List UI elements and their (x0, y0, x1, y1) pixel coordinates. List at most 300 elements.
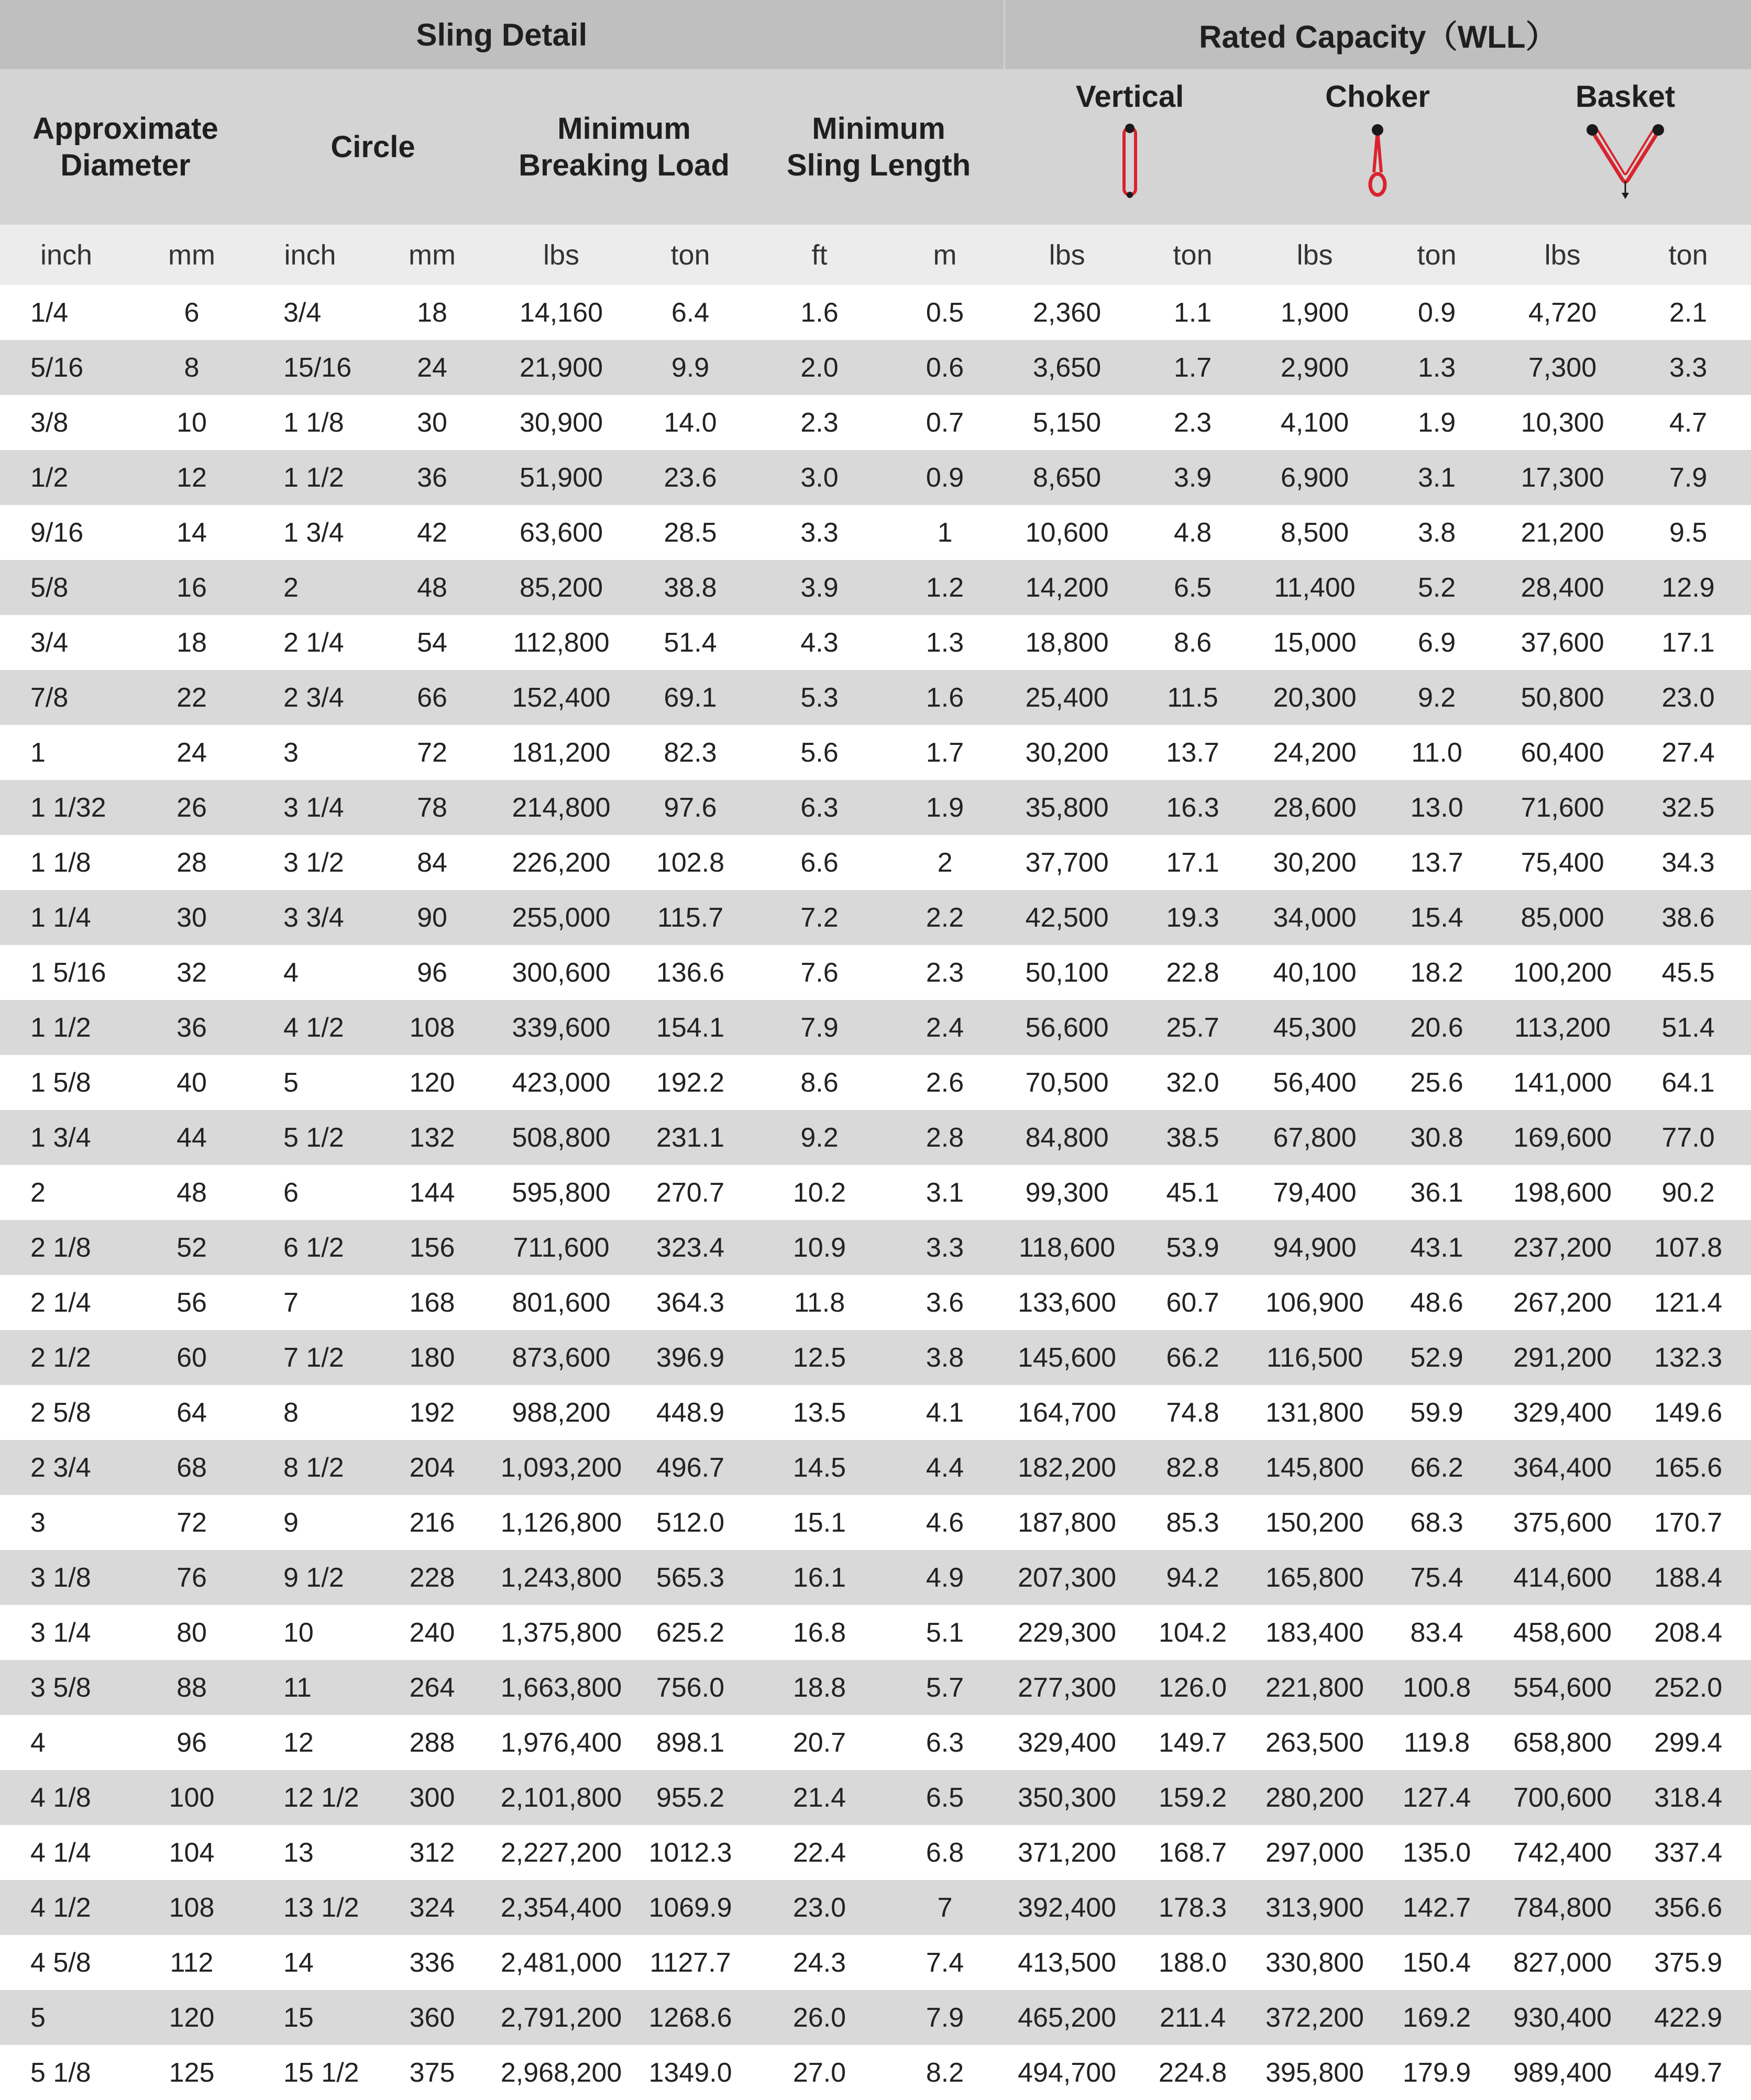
cell-diameter-inch: 1 5/8 (30, 1067, 91, 1098)
cell-msl-ft: 23.0 (753, 1880, 886, 1935)
cell-msl-ft: 10.9 (753, 1220, 886, 1275)
cell-choker-lbs: 313,900 (1256, 1880, 1374, 1935)
cell-vertical-ton: 149.7 (1159, 1727, 1227, 1758)
cell-circle-inch: 5 (283, 1067, 299, 1098)
cell-vertical-lbs: 164,700 (1018, 1397, 1117, 1428)
cell-msl-m: 5.7 (886, 1660, 1004, 1715)
cell-mbl-ton: 102.8 (656, 847, 725, 878)
cell-basket-ton: 23.0 (1625, 670, 1751, 725)
cell-msl-m: 0.9 (886, 450, 1004, 505)
cell-circle-inch: 1 1/8 (283, 407, 344, 438)
cell-msl-m: 7 (886, 1880, 1004, 1935)
cell-mbl-lbs: 711,600 (495, 1220, 627, 1275)
cell-diameter-mm: 125 (169, 2057, 215, 2088)
cell-circle-mm: 168 (409, 1287, 455, 1318)
cell-mbl-ton: 1349.0 (648, 2057, 732, 2088)
table-row (0, 1385, 1751, 1440)
cell-diameter-inch: 3 (30, 1507, 46, 1538)
cell-diameter-inch: 2 1/2 (0, 1330, 133, 1385)
diameter-header-label: Approximate Diameter (32, 111, 218, 182)
cell-choker-ton: 13.0 (1374, 780, 1500, 835)
cell-diameter-mm: 26 (133, 780, 251, 835)
cell-circle-inch: 12 (283, 1727, 314, 1758)
cell-choker-lbs: 45,300 (1256, 1000, 1374, 1055)
vertical-header (1004, 69, 1256, 225)
table-row (0, 2045, 1751, 2100)
cell-circle-mm: 84 (417, 847, 447, 878)
cell-diameter-mm: 52 (133, 1220, 251, 1275)
cell-vertical-lbs: 187,800 (1018, 1507, 1117, 1538)
cell-vertical-lbs: 84,800 (1004, 1110, 1130, 1165)
cell-basket-ton: 252.0 (1625, 1660, 1751, 1715)
cell-diameter-mm: 14 (177, 517, 207, 548)
cell-circle-mm: 156 (369, 1220, 495, 1275)
cell-choker-ton: 13.7 (1410, 847, 1463, 878)
cell-vertical-lbs: 465,200 (1004, 1990, 1130, 2045)
table-row (0, 1220, 1751, 1275)
cell-basket-ton: 7.9 (1625, 450, 1751, 505)
cell-vertical-lbs: 70,500 (1025, 1067, 1109, 1098)
cell-msl-ft: 10.2 (792, 1177, 846, 1208)
cell-msl-m: 2.8 (886, 1110, 1004, 1165)
cell-choker-lbs: 145,800 (1256, 1440, 1374, 1495)
cell-basket-ton: 3.3 (1625, 340, 1751, 395)
cell-circle-inch: 4 (283, 957, 299, 988)
cell-basket-ton: 45.5 (1661, 957, 1715, 988)
cell-basket-ton: 375.9 (1654, 1947, 1723, 1978)
cell-diameter-inch: 4 5/8 (30, 1947, 91, 1978)
cell-vertical-lbs: 18,800 (1025, 627, 1109, 658)
cell-choker-ton: 36.1 (1410, 1177, 1463, 1208)
cell-mbl-ton: 625.2 (656, 1617, 725, 1648)
cell-diameter-mm: 104 (169, 1837, 215, 1868)
cell-vertical-lbs: 392,400 (1004, 1880, 1130, 1935)
cell-choker-lbs: 94,900 (1256, 1220, 1374, 1275)
cell-mbl-ton: 270.7 (656, 1177, 725, 1208)
cell-mbl-ton: 231.1 (627, 1110, 753, 1165)
cell-choker-ton: 169.2 (1374, 1990, 1500, 2045)
cell-basket-ton: 356.6 (1625, 1880, 1751, 1935)
cell-choker-ton: 66.2 (1374, 1440, 1500, 1495)
cell-basket-ton: 2.1 (1669, 297, 1708, 328)
cell-mbl-lbs: 2,354,400 (495, 1880, 627, 1935)
cell-circle-mm: 180 (369, 1330, 495, 1385)
unit-vertical-ton: ton (1130, 225, 1256, 285)
cell-choker-lbs: 280,200 (1256, 1770, 1374, 1825)
cell-choker-ton: 127.4 (1374, 1770, 1500, 1825)
table-row (0, 340, 1751, 395)
cell-vertical-ton: 3.9 (1130, 450, 1256, 505)
cell-diameter-mm: 40 (177, 1067, 207, 1098)
cell-basket-ton: 27.4 (1661, 737, 1715, 768)
cell-vertical-lbs: 2,360 (1033, 297, 1102, 328)
cell-vertical-lbs: 37,700 (1025, 847, 1109, 878)
cell-mbl-lbs: 214,800 (495, 780, 627, 835)
cell-diameter-inch: 5 1/8 (30, 2057, 91, 2088)
cell-msl-m: 8.2 (926, 2057, 964, 2088)
cell-choker-lbs: 67,800 (1256, 1110, 1374, 1165)
cell-choker-lbs: 56,400 (1273, 1067, 1357, 1098)
cell-msl-ft: 12.5 (753, 1330, 886, 1385)
cell-choker-lbs: 183,400 (1265, 1617, 1364, 1648)
cell-msl-ft: 16.8 (792, 1617, 846, 1648)
cell-choker-lbs: 165,800 (1256, 1550, 1374, 1605)
cell-vertical-ton: 94.2 (1130, 1550, 1256, 1605)
cell-mbl-lbs: 1,375,800 (500, 1617, 622, 1648)
cell-basket-ton: 17.1 (1661, 627, 1715, 658)
cell-diameter-mm: 48 (177, 1177, 207, 1208)
cell-choker-ton: 3.8 (1417, 517, 1456, 548)
cell-mbl-ton: 1069.9 (627, 1880, 753, 1935)
cell-vertical-ton: 66.2 (1130, 1330, 1256, 1385)
table-row (0, 670, 1751, 725)
table-row (0, 1440, 1751, 1495)
cell-vertical-lbs: 10,600 (1025, 517, 1109, 548)
cell-msl-ft: 7.9 (753, 1000, 886, 1055)
cell-circle-inch: 7 1/2 (251, 1330, 369, 1385)
table-row (0, 890, 1751, 945)
cell-vertical-lbs: 5,150 (1033, 407, 1102, 438)
cell-vertical-ton: 168.7 (1159, 1837, 1227, 1868)
cell-diameter-mm: 64 (177, 1397, 207, 1428)
cell-msl-m: 2.2 (886, 890, 1004, 945)
cell-choker-lbs: 15,000 (1273, 627, 1357, 658)
cell-basket-lbs: 700,600 (1500, 1770, 1625, 1825)
cell-msl-ft: 3.3 (800, 517, 839, 548)
table-row (0, 725, 1751, 780)
cell-vertical-ton: 22.8 (1166, 957, 1219, 988)
cell-vertical-lbs: 42,500 (1004, 890, 1130, 945)
cell-choker-ton: 18.2 (1410, 957, 1463, 988)
unit-circle-mm: mm (369, 225, 495, 285)
cell-choker-lbs: 263,500 (1265, 1727, 1364, 1758)
cell-diameter-inch: 3/8 (30, 407, 69, 438)
cell-diameter-inch: 1/4 (30, 297, 69, 328)
cell-choker-ton: 5.2 (1374, 560, 1500, 615)
cell-circle-mm: 144 (409, 1177, 455, 1208)
cell-vertical-ton: 188.0 (1159, 1947, 1227, 1978)
table-row (0, 505, 1751, 560)
cell-circle-mm: 48 (369, 560, 495, 615)
cell-diameter-inch: 2 1/8 (0, 1220, 133, 1275)
cell-circle-mm: 108 (369, 1000, 495, 1055)
cell-msl-ft: 11.8 (794, 1287, 845, 1318)
cell-msl-m: 2.4 (886, 1000, 1004, 1055)
cell-vertical-lbs: 182,200 (1004, 1440, 1130, 1495)
cell-diameter-inch: 1 3/4 (0, 1110, 133, 1165)
cell-msl-m: 6.8 (926, 1837, 964, 1868)
cell-choker-ton: 9.2 (1374, 670, 1500, 725)
cell-mbl-lbs: 2,968,200 (500, 2057, 622, 2088)
vertical-sling-icon (1114, 123, 1146, 201)
cell-mbl-ton: 396.9 (627, 1330, 753, 1385)
cell-choker-ton: 6.9 (1417, 627, 1456, 658)
cell-diameter-inch: 1 1/2 (0, 1000, 133, 1055)
cell-circle-mm: 240 (409, 1617, 455, 1648)
cell-vertical-lbs: 35,800 (1004, 780, 1130, 835)
cell-diameter-mm: 24 (177, 737, 207, 768)
cell-basket-ton: 337.4 (1654, 1837, 1723, 1868)
cell-choker-ton: 25.6 (1410, 1067, 1463, 1098)
cell-vertical-ton: 4.8 (1173, 517, 1212, 548)
cell-msl-ft: 13.5 (792, 1397, 846, 1428)
cell-vertical-ton: 17.1 (1166, 847, 1219, 878)
cell-vertical-lbs: 56,600 (1004, 1000, 1130, 1055)
cell-mbl-lbs: 226,200 (512, 847, 611, 878)
cell-mbl-ton: 496.7 (627, 1440, 753, 1495)
cell-circle-inch: 3/4 (283, 297, 322, 328)
cell-choker-lbs: 28,600 (1256, 780, 1374, 835)
cell-msl-ft: 2.0 (753, 340, 886, 395)
cell-circle-mm: 42 (417, 517, 447, 548)
cell-circle-mm: 204 (369, 1440, 495, 1495)
cell-msl-ft: 26.0 (753, 1990, 886, 2045)
cell-msl-ft: 4.3 (800, 627, 839, 658)
cell-mbl-lbs: 2,481,000 (500, 1947, 622, 1978)
cell-mbl-lbs: 300,600 (512, 957, 611, 988)
cell-vertical-lbs: 350,300 (1004, 1770, 1130, 1825)
cell-basket-lbs: 827,000 (1513, 1947, 1612, 1978)
cell-circle-mm: 375 (409, 2057, 455, 2088)
cell-vertical-ton: 13.7 (1166, 737, 1219, 768)
cell-choker-ton: 43.1 (1374, 1220, 1500, 1275)
cell-msl-ft: 5.3 (753, 670, 886, 725)
cell-diameter-mm: 108 (133, 1880, 251, 1935)
cell-basket-ton: 188.4 (1625, 1550, 1751, 1605)
unit-msl-ft: ft (753, 225, 886, 285)
cell-vertical-ton: 74.8 (1166, 1397, 1219, 1428)
cell-basket-lbs: 375,600 (1513, 1507, 1612, 1538)
cell-choker-lbs: 11,400 (1256, 560, 1374, 615)
cell-diameter-mm: 100 (133, 1770, 251, 1825)
cell-mbl-ton: 565.3 (627, 1550, 753, 1605)
cell-circle-inch: 12 1/2 (251, 1770, 369, 1825)
cell-circle-inch: 15/16 (251, 340, 369, 395)
cell-diameter-mm: 56 (177, 1287, 207, 1318)
cell-basket-lbs: 141,000 (1513, 1067, 1612, 1098)
cell-basket-ton: 51.4 (1625, 1000, 1751, 1055)
cell-diameter-inch: 4 (30, 1727, 46, 1758)
cell-vertical-ton: 11.5 (1130, 670, 1256, 725)
cell-circle-mm: 264 (369, 1660, 495, 1715)
cell-choker-lbs: 221,800 (1256, 1660, 1374, 1715)
cell-vertical-ton: 45.1 (1166, 1177, 1219, 1208)
cell-diameter-inch: 1 1/4 (0, 890, 133, 945)
cell-mbl-ton: 6.4 (671, 297, 710, 328)
cell-diameter-mm: 96 (177, 1727, 207, 1758)
cell-circle-mm: 24 (369, 340, 495, 395)
cell-mbl-ton: 192.2 (656, 1067, 725, 1098)
cell-circle-mm: 78 (369, 780, 495, 835)
cell-mbl-ton: 51.4 (664, 627, 717, 658)
cell-basket-lbs: 742,400 (1513, 1837, 1612, 1868)
cell-vertical-lbs: 30,200 (1025, 737, 1109, 768)
cell-choker-ton: 135.0 (1403, 1837, 1471, 1868)
cell-msl-m: 4.4 (886, 1440, 1004, 1495)
cell-circle-inch: 7 (283, 1287, 299, 1318)
cell-circle-mm: 228 (369, 1550, 495, 1605)
table-row (0, 1715, 1751, 1770)
cell-choker-lbs: 40,100 (1273, 957, 1357, 988)
cell-vertical-ton: 178.3 (1130, 1880, 1256, 1935)
cell-mbl-lbs: 63,600 (519, 517, 603, 548)
cell-diameter-inch: 1 (30, 737, 46, 768)
cell-msl-m: 3.8 (886, 1330, 1004, 1385)
choker-sling-icon (1359, 123, 1396, 201)
cell-circle-inch: 4 1/2 (251, 1000, 369, 1055)
cell-basket-ton: 318.4 (1625, 1770, 1751, 1825)
cell-mbl-ton: 69.1 (627, 670, 753, 725)
cell-basket-lbs: 75,400 (1521, 847, 1604, 878)
cell-msl-ft: 27.0 (792, 2057, 846, 2088)
cell-msl-m: 6.5 (886, 1770, 1004, 1825)
cell-choker-ton: 3.1 (1374, 450, 1500, 505)
cell-diameter-inch: 9/16 (30, 517, 84, 548)
cell-circle-inch: 10 (283, 1617, 314, 1648)
cell-circle-inch: 13 1/2 (251, 1880, 369, 1935)
cell-basket-lbs: 50,800 (1500, 670, 1625, 725)
table-row (0, 1550, 1751, 1605)
cell-diameter-inch: 1/2 (0, 450, 133, 505)
cell-choker-lbs: 6,900 (1256, 450, 1374, 505)
cell-vertical-ton: 126.0 (1130, 1660, 1256, 1715)
cell-vertical-lbs: 50,100 (1025, 957, 1109, 988)
cell-basket-lbs: 113,200 (1500, 1000, 1625, 1055)
cell-msl-m: 4.1 (926, 1397, 964, 1428)
cell-basket-lbs: 414,600 (1500, 1550, 1625, 1605)
cell-diameter-mm: 44 (133, 1110, 251, 1165)
cell-basket-ton: 32.5 (1625, 780, 1751, 835)
table-row (0, 285, 1751, 340)
cell-mbl-lbs: 1,976,400 (500, 1727, 622, 1758)
cell-msl-ft: 21.4 (753, 1770, 886, 1825)
cell-vertical-lbs: 229,300 (1018, 1617, 1117, 1648)
cell-diameter-mm: 8 (133, 340, 251, 395)
cell-circle-mm: 360 (369, 1990, 495, 2045)
unit-choker-lbs: lbs (1256, 225, 1374, 285)
cell-circle-inch: 1 3/4 (283, 517, 344, 548)
cell-basket-ton: 422.9 (1625, 1990, 1751, 2045)
table-row (0, 1495, 1751, 1550)
cell-circle-mm: 288 (409, 1727, 455, 1758)
cell-circle-inch: 8 1/2 (251, 1440, 369, 1495)
cell-mbl-lbs: 2,791,200 (495, 1990, 627, 2045)
cell-circle-mm: 36 (369, 450, 495, 505)
cell-msl-m: 1.6 (886, 670, 1004, 725)
cell-msl-ft: 14.5 (753, 1440, 886, 1495)
cell-basket-ton: 132.3 (1625, 1330, 1751, 1385)
table-row (0, 1055, 1751, 1110)
cell-diameter-mm: 6 (184, 297, 200, 328)
cell-choker-lbs: 30,200 (1273, 847, 1357, 878)
cell-circle-mm: 324 (369, 1880, 495, 1935)
cell-mbl-lbs: 339,600 (495, 1000, 627, 1055)
cell-basket-lbs: 237,200 (1500, 1220, 1625, 1275)
cell-mbl-lbs: 51,900 (495, 450, 627, 505)
cell-circle-mm: 216 (409, 1507, 455, 1538)
cell-diameter-inch: 3 1/8 (0, 1550, 133, 1605)
vertical-header-label: Vertical (1075, 80, 1184, 114)
cell-msl-ft: 6.6 (800, 847, 839, 878)
cell-circle-inch: 9 1/2 (251, 1550, 369, 1605)
cell-circle-inch: 1 1/2 (251, 450, 369, 505)
cell-vertical-ton: 53.9 (1130, 1220, 1256, 1275)
cell-circle-inch: 3 1/4 (251, 780, 369, 835)
cell-basket-lbs: 37,600 (1521, 627, 1604, 658)
cell-mbl-ton: 23.6 (627, 450, 753, 505)
cell-basket-ton: 449.7 (1654, 2057, 1723, 2088)
cell-choker-ton: 11.0 (1411, 737, 1462, 768)
cell-mbl-ton: 512.0 (656, 1507, 725, 1538)
cell-msl-ft: 22.4 (792, 1837, 846, 1868)
cell-msl-ft: 7.2 (753, 890, 886, 945)
cell-mbl-lbs: 1,663,800 (495, 1660, 627, 1715)
table-row (0, 1990, 1751, 2045)
cell-choker-lbs: 297,000 (1265, 1837, 1364, 1868)
unit-basket-ton: ton (1625, 225, 1751, 285)
cell-vertical-lbs: 25,400 (1004, 670, 1130, 725)
cell-choker-lbs: 4,100 (1281, 407, 1349, 438)
cell-basket-lbs: 458,600 (1513, 1617, 1612, 1648)
cell-basket-ton: 208.4 (1654, 1617, 1723, 1648)
unit-basket-lbs: lbs (1500, 225, 1625, 285)
cell-choker-lbs: 106,900 (1265, 1287, 1364, 1318)
cell-choker-ton: 1.9 (1417, 407, 1456, 438)
cell-vertical-lbs: 8,650 (1004, 450, 1130, 505)
cell-mbl-lbs: 112,800 (513, 627, 610, 658)
unit-msl-m: m (886, 225, 1004, 285)
table-row (0, 615, 1751, 670)
cell-diameter-inch: 1 1/8 (30, 847, 91, 878)
table-row (0, 1330, 1751, 1385)
cell-diameter-inch: 2 1/4 (30, 1287, 91, 1318)
cell-mbl-lbs: 85,200 (495, 560, 627, 615)
cell-vertical-lbs: 207,300 (1004, 1550, 1130, 1605)
table-row (0, 450, 1751, 505)
cell-mbl-ton: 898.1 (656, 1727, 725, 1758)
unit-vertical-lbs: lbs (1004, 225, 1130, 285)
cell-mbl-ton: 756.0 (627, 1660, 753, 1715)
cell-mbl-lbs: 508,800 (495, 1110, 627, 1165)
cell-vertical-ton: 16.3 (1130, 780, 1256, 835)
cell-msl-ft: 16.1 (753, 1550, 886, 1605)
cell-basket-ton: 77.0 (1625, 1110, 1751, 1165)
cell-diameter-inch: 1 5/16 (30, 957, 106, 988)
cell-vertical-ton: 211.4 (1130, 1990, 1256, 2045)
cell-basket-lbs: 28,400 (1500, 560, 1625, 615)
cell-mbl-ton: 1268.6 (627, 1990, 753, 2045)
cell-msl-m: 7.4 (926, 1947, 964, 1978)
basket-header (1500, 69, 1751, 225)
cell-diameter-mm: 68 (133, 1440, 251, 1495)
cell-vertical-lbs: 3,650 (1004, 340, 1130, 395)
cell-msl-m: 1.3 (926, 627, 964, 658)
units-row (0, 225, 1751, 285)
cell-choker-lbs: 330,800 (1265, 1947, 1364, 1978)
unit-circle-inch: inch (251, 225, 369, 285)
cell-mbl-ton: 1012.3 (648, 1837, 732, 1868)
cell-choker-ton: 48.6 (1410, 1287, 1463, 1318)
cell-basket-ton: 90.2 (1661, 1177, 1715, 1208)
table-row (0, 1275, 1751, 1330)
cell-basket-ton: 4.7 (1669, 407, 1708, 438)
cell-diameter-mm: 76 (133, 1550, 251, 1605)
cell-basket-lbs: 71,600 (1500, 780, 1625, 835)
cell-vertical-ton: 19.3 (1130, 890, 1256, 945)
cell-diameter-mm: 12 (133, 450, 251, 505)
cell-msl-m: 1.2 (886, 560, 1004, 615)
cell-choker-lbs: 34,000 (1256, 890, 1374, 945)
